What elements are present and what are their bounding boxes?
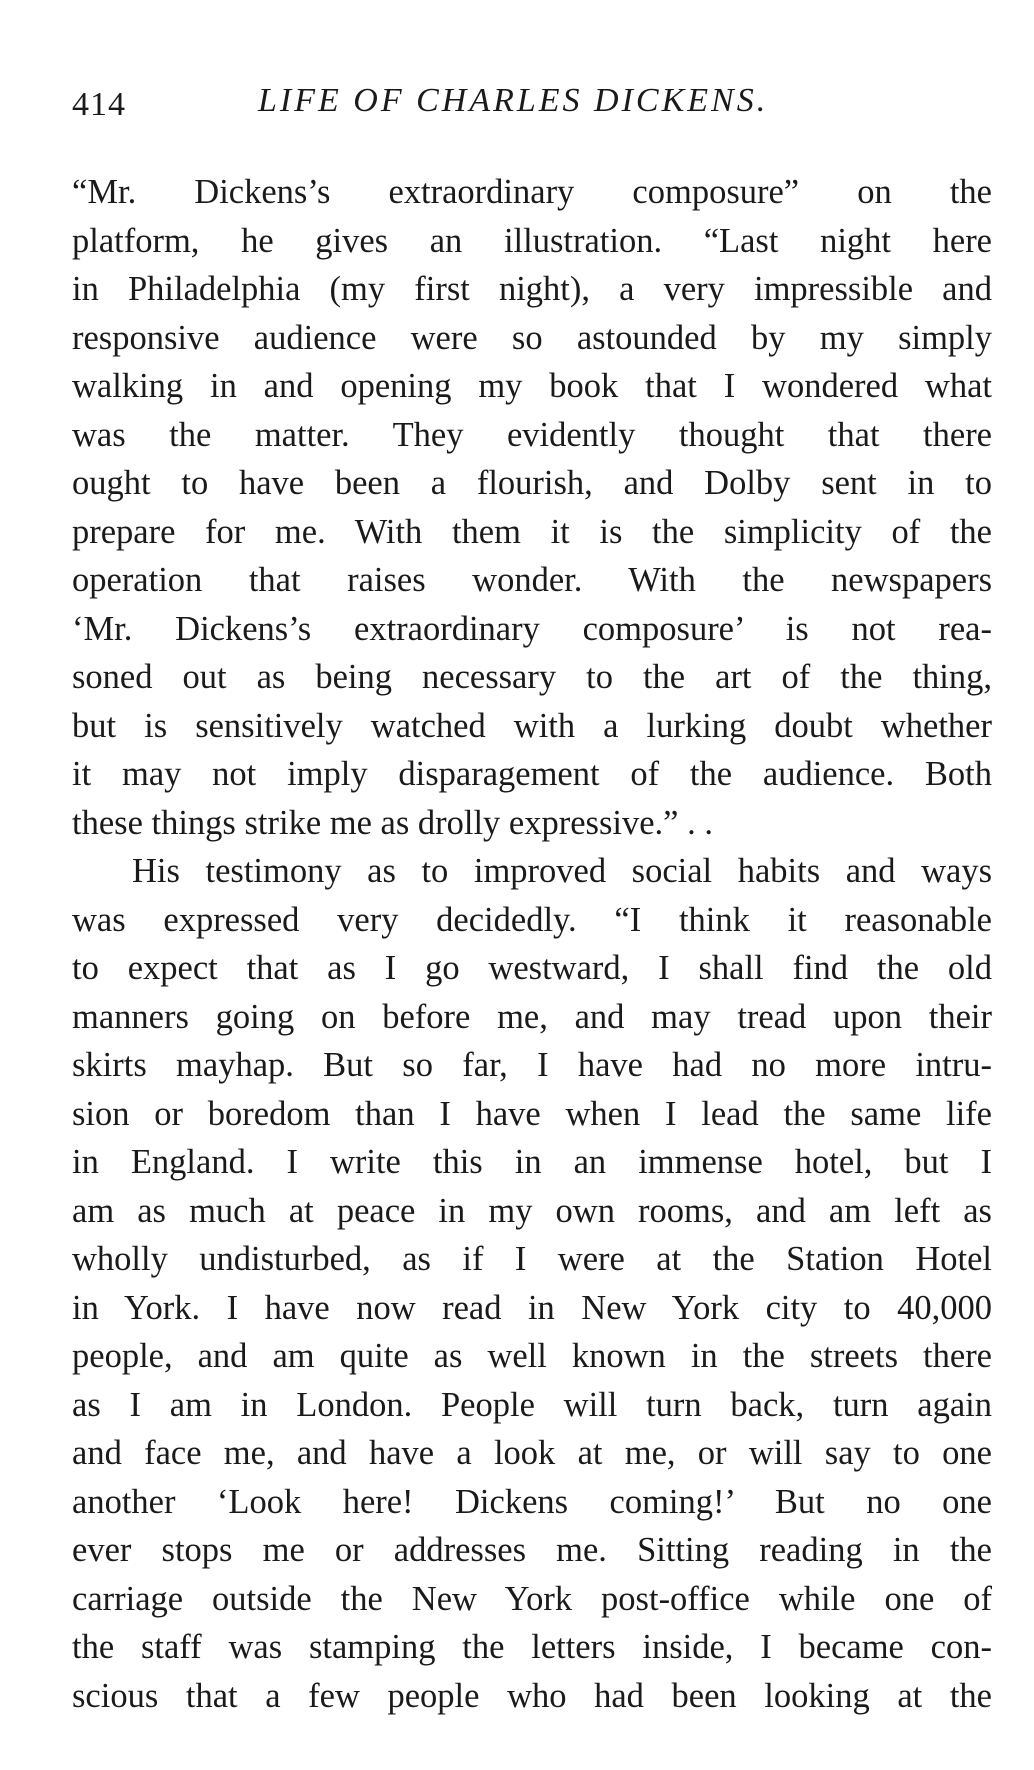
text-line: in Philadelphia (my first night), a very impressible and [72,270,992,308]
text-line: carriage outside the New York post-office while one of [72,1579,992,1618]
text-line: wholly undisturbed, as if I were at the Station Hotel [72,1240,992,1278]
text-line: and face me, and have a look at me, or will say to one [72,1434,992,1472]
text-line: it may not imply disparagement of the audience. Both [72,755,992,793]
text-line: the staff was stamping the letters inside, I became con- [72,1628,992,1666]
text-line: in England. I write this in an immense hotel, but I [72,1143,992,1181]
text-line: “Mr. Dickens’s extraordinary composure” on the [72,173,992,211]
text-line: to expect that as I go westward, I shall find the old [72,949,992,987]
body-text [72,168,992,1720]
text-line: scious that a few people who had been looking at the [72,1676,992,1715]
text-line: but is sensitively watched with a lurking doubt whether [72,706,992,745]
text-line: soned out as being necessary to the art of the thing, [72,658,992,696]
text-line: operation that raises wonder. With the newspapers [72,561,992,599]
text-line: ‘Mr. Dickens’s extraordinary composure’ is not rea- [72,609,992,648]
text-line: as I am in London. People will turn back, turn again [72,1385,992,1424]
text-line: skirts mayhap. But so far, I have had no more intru- [72,1046,992,1084]
text-line: am as much at peace in my own rooms, and am left as [72,1191,992,1230]
text-line: was expressed very decidedly. “I think it reasonable [72,900,992,939]
text-line: people, and am quite as well known in the streets there [72,1337,992,1375]
text-line: responsive audience were so astounded by my simply [72,318,992,357]
paragraph-2 [72,847,992,1720]
text-line: in York. I have now read in New York city to 40,000 [72,1288,992,1327]
text-line: platform, he gives an illustration. “Last night here [72,221,992,260]
text-line: sion or boredom than I have when I lead the same life [72,1094,992,1133]
text-line: walking in and opening my book that I wondered what [72,367,992,405]
text-line: His testimony as to improved social habits and ways [132,852,992,890]
text-line: prepare for me. With them it is the simplicity of the [72,512,992,551]
running-title: LIFE OF CHARLES DICKENS. [258,82,769,119]
text-line: ever stops me or addresses me. Sitting reading in the [72,1531,992,1569]
text-line: was the matter. They evidently thought that there [72,415,992,454]
text-line: ought to have been a flourish, and Dolby sent in to [72,464,992,502]
page-number: 414 [72,86,126,123]
text-line: another ‘Look here! Dickens coming!’ But no one [72,1482,992,1521]
paragraph-1 [72,168,992,847]
text-line: manners going on before me, and may tread upon their [72,997,992,1036]
text-line: these things strike me as drolly expressive.” . . [72,803,713,842]
running-head [72,82,992,132]
